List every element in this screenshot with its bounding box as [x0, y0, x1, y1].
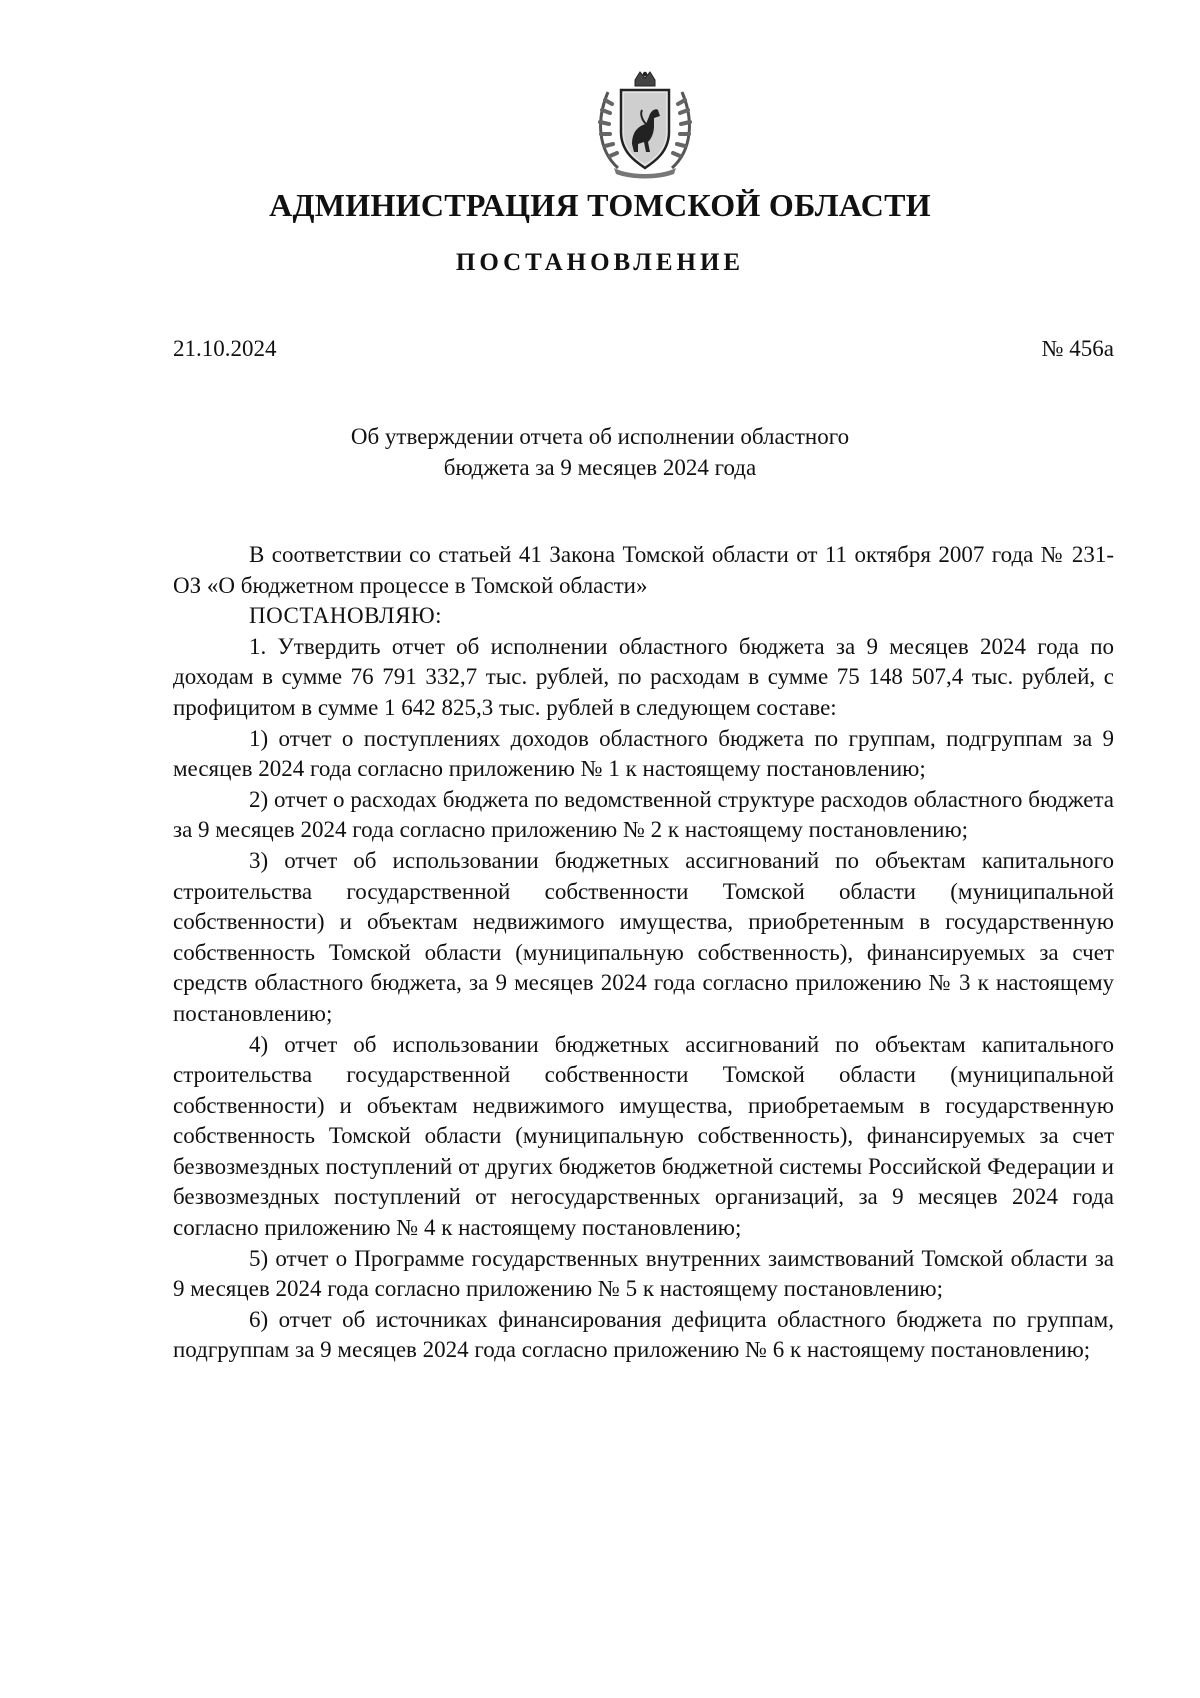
subject-line-2: бюджета за 9 месяцев 2024 года: [443, 455, 757, 480]
subitem-4-paragraph: 4) отчет об использовании бюджетных ассигнований по объектам капитального строительства государственной собственности Томской области (муниципальной собственности) и объектам недвижимого имущества, приобретаемым в государственную собственность Томской области (муниципальную собственность), финансируемых за счет безвозмездных поступлений от других бюджетов бюджетной системы Российской Федерации и безвозмездных поступлений от негосударственных организаций, за 9 месяцев 2024 года согласно приложению № 4 к настоящему постановлению;: [173, 1031, 1114, 1241]
document-body: [173, 540, 1114, 1366]
document-subject: [0, 421, 1200, 483]
subitem-6-paragraph: 6) отчет об источниках финансирования дефицита областного бюджета по группам, подгруппам за 9 месяцев 2024 года согласно приложению № 6 к настоящему постановлению;: [173, 1306, 1114, 1363]
item-1-paragraph: 1. Утвердить отчет об исполнении областного бюджета за 9 месяцев 2024 года по доходам в сумме 76 791 332,7 тыс. рублей, по расходам в сумме 75 148 507,4 тыс. рублей, с профицитом в сумме 1 642 825,3 тыс. рублей в следующем составе:: [173, 633, 1114, 720]
subitem-3-paragraph: 3) отчет об использовании бюджетных ассигнований по объектам капитального строительства государственной собственности Томской области (муниципальной собственности) и объектам недвижимого имущества, приобретенным в государственную собственность Томской области (муниципальную собственность), финансируемых за счет средств областного бюджета, за 9 месяцев 2024 года согласно приложению № 3 к настоящему постановлению;: [173, 847, 1114, 1026]
document-date: 21.10.2024: [173, 336, 277, 361]
organization-title: АДМИНИСТРАЦИЯ ТОМСКОЙ ОБЛАСТИ: [269, 187, 931, 223]
subject-line-1: Об утверждении отчета об исполнении областного: [350, 424, 850, 449]
subitem-2-paragraph: 2) отчет о расходах бюджета по ведомственной структуре расходов областного бюджета за 9 месяцев 2024 года согласно приложению № 2 к настоящему постановлению;: [173, 786, 1114, 843]
subitem-1-paragraph: 1) отчет о поступлениях доходов областного бюджета по группам, подгруппам за 9 месяцев 2024 года согласно приложению № 1 к настоящему постановлению;: [173, 725, 1114, 782]
document-number: № 456а: [1041, 336, 1114, 361]
coat-of-arms-tomsk-icon: [588, 70, 702, 182]
document-type: ПОСТАНОВЛЕНИЕ: [455, 249, 745, 276]
subitem-5-paragraph: 5) отчет о Программе государственных внутренних заимствований Томской области за 9 месяцев 2024 года согласно приложению № 5 к настоящему постановлению;: [173, 1245, 1114, 1302]
decree-word: ПОСТАНОВЛЯЮ:: [249, 603, 443, 629]
preamble-paragraph: В соответствии со статьей 41 Закона Томской области от 11 октября 2007 года № 231-ОЗ «О бюджетном процессе в Томской области»: [173, 542, 1114, 598]
